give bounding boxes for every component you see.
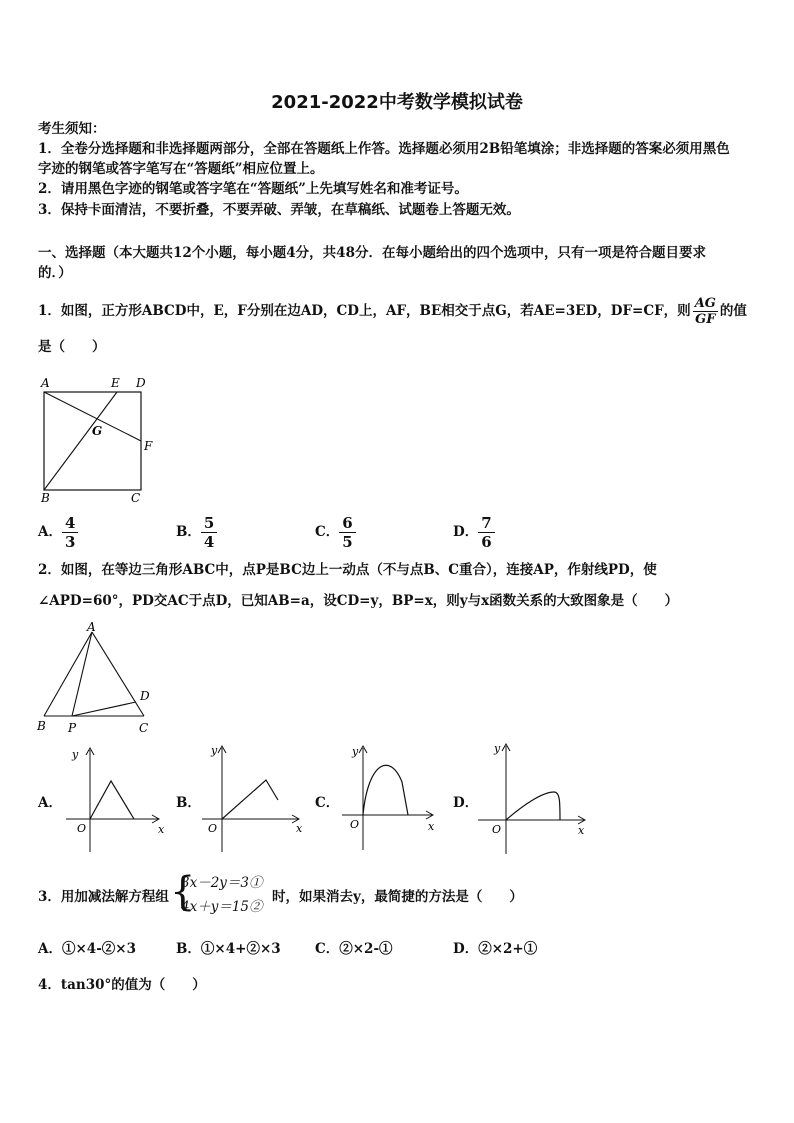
section-heading-line-1: 一、选择题（本大题共12个小题，每小题4分，共48分．在每小题给出的四个选项中，只有一项是符合题目要求 [38, 245, 706, 261]
q1-tail: 的值 [719, 303, 747, 319]
fraction-num: 7 [478, 514, 494, 533]
q2-option-a-graph[interactable] [62, 744, 172, 858]
segment-ap [72, 632, 92, 716]
y-axis-label: y [211, 744, 218, 757]
y-axis-label: y [494, 742, 501, 755]
notice-line-2: 2．请用黑色字迹的钢笔或答字笔在“答题纸”上先填写姓名和准考证号。 [38, 181, 468, 197]
option-fraction [478, 514, 494, 551]
option-value: ②×2+① [478, 941, 538, 957]
origin-label: O [492, 823, 502, 836]
q1-fraction-num: AG [694, 296, 716, 311]
q1-line-2: 是（ ） [38, 339, 106, 355]
y-axis-label: y [72, 748, 79, 761]
option-label: A． [38, 524, 62, 540]
q2-option-b-label[interactable]: B． [176, 795, 201, 811]
label-b: B [37, 719, 46, 733]
option-label: A． [38, 941, 62, 957]
side-ac [92, 632, 144, 716]
q3-equation-1: 3x－2y＝3① [181, 875, 263, 891]
q2-option-b-graph[interactable] [198, 742, 310, 860]
notice-line-3: 3．保持卡面清洁，不要折叠，不要弄破、弄皱，在草稿纸、试题卷上答题无效。 [38, 202, 520, 218]
q2-option-c-label[interactable]: C． [315, 795, 340, 811]
q1-option-a[interactable] [38, 514, 78, 551]
label-d: D [136, 376, 146, 390]
label-g: G [92, 424, 103, 438]
q3-brace: { [170, 869, 196, 915]
fraction-den: 4 [203, 533, 215, 551]
option-value: ①×4+②×3 [200, 941, 281, 957]
section-heading-line-2: 的．） [38, 265, 72, 281]
q1-text [38, 296, 747, 327]
x-axis-label: x [158, 823, 165, 836]
fraction-den: 6 [481, 533, 492, 551]
q2-option-d-graph[interactable] [474, 740, 594, 862]
label-e: E [111, 376, 120, 390]
q3-equation-2: 4x＋y＝15② [181, 899, 263, 915]
q2-triangle-figure [34, 620, 156, 738]
label-c: C [131, 491, 141, 504]
q1-square-figure [36, 372, 166, 504]
label-p: P [68, 721, 77, 735]
q1-option-b[interactable] [176, 514, 217, 551]
origin-label: O [77, 822, 87, 835]
label-c: C [139, 721, 149, 735]
fraction-den: 5 [342, 533, 353, 551]
q3-option-a[interactable] [38, 940, 136, 959]
q1-stem: 1．如图，正方形ABCD中，E，F分别在边AD，CD上，AF，BE相交于点G，若AE=3ED，DF=CF，则 [38, 303, 691, 319]
curve-peak [222, 780, 278, 819]
fraction-num: 6 [339, 514, 355, 533]
q2-option-a-label[interactable]: A． [38, 795, 62, 811]
x-axis-label: x [296, 822, 303, 835]
option-label: B． [176, 524, 201, 540]
x-axis-label: x [578, 824, 585, 837]
q1-option-c[interactable] [315, 514, 356, 551]
q4-text: 4．tan30°的值为（ ） [38, 977, 206, 993]
q1-option-d[interactable] [453, 514, 495, 551]
q3-option-b[interactable] [176, 940, 281, 959]
option-label: C． [315, 524, 340, 540]
q2-option-c-graph[interactable] [338, 742, 440, 858]
option-value: ①×4-②×3 [61, 941, 136, 957]
q1-fraction-den: GF [695, 312, 716, 327]
option-fraction [62, 514, 78, 551]
notice-line-1b: 字迹的钢笔或答字笔写在“答题纸”相应位置上。 [38, 161, 324, 177]
segment-pd [72, 702, 136, 716]
option-label: B． [176, 941, 201, 957]
square-abcd [44, 392, 141, 490]
option-fraction [201, 514, 217, 551]
q3-suffix: 时，如果消去y，最简捷的方法是（ ） [272, 889, 523, 905]
q3-option-c[interactable] [315, 940, 393, 959]
fraction-den: 3 [64, 533, 76, 551]
label-f: F [144, 439, 153, 453]
option-value: ②×2-① [339, 941, 393, 957]
option-label: D． [453, 941, 479, 957]
line-be [44, 392, 117, 490]
option-label: D． [453, 524, 479, 540]
q1-fraction [693, 296, 718, 327]
y-axis-label: y [352, 745, 359, 758]
origin-label: O [350, 818, 360, 831]
label-a: A [41, 376, 50, 390]
label-b: B [41, 491, 50, 504]
notice-line-1a: 1．全卷分选择题和非选择题两部分，全部在答题纸上作答。选择题必须用2B铅笔填涂；非选择题的答案必须用黑色 [38, 141, 730, 157]
curve-arc [506, 792, 560, 820]
q3-prefix: 3．用加减法解方程组 [38, 889, 169, 905]
option-label: C． [315, 941, 340, 957]
label-d: D [140, 689, 150, 703]
fraction-num: 4 [62, 514, 78, 533]
fraction-num: 5 [201, 514, 217, 533]
q2-option-d-label[interactable]: D． [453, 795, 479, 811]
page-title: 2021-2022中考数学模拟试卷 [271, 92, 523, 113]
curve-arc [363, 765, 408, 815]
q2-line-2: ∠APD=60°，PD交AC于点D，已知AB=a，设CD=y，BP=x，则y与x函数关系的大致图象是（ ） [38, 593, 679, 609]
option-fraction [339, 514, 355, 551]
q3-option-d[interactable] [453, 940, 537, 959]
origin-label: O [208, 822, 218, 835]
side-ab [44, 632, 92, 716]
curve-peak [90, 781, 134, 819]
x-axis-label: x [428, 820, 435, 833]
q2-line-1: 2．如图，在等边三角形ABC中，点P是BC边上一动点（不与点B、C重合），连接AP，作射线PD，使 [38, 562, 657, 578]
label-a: A [87, 620, 96, 634]
notice-heading: 考生须知： [38, 121, 106, 137]
